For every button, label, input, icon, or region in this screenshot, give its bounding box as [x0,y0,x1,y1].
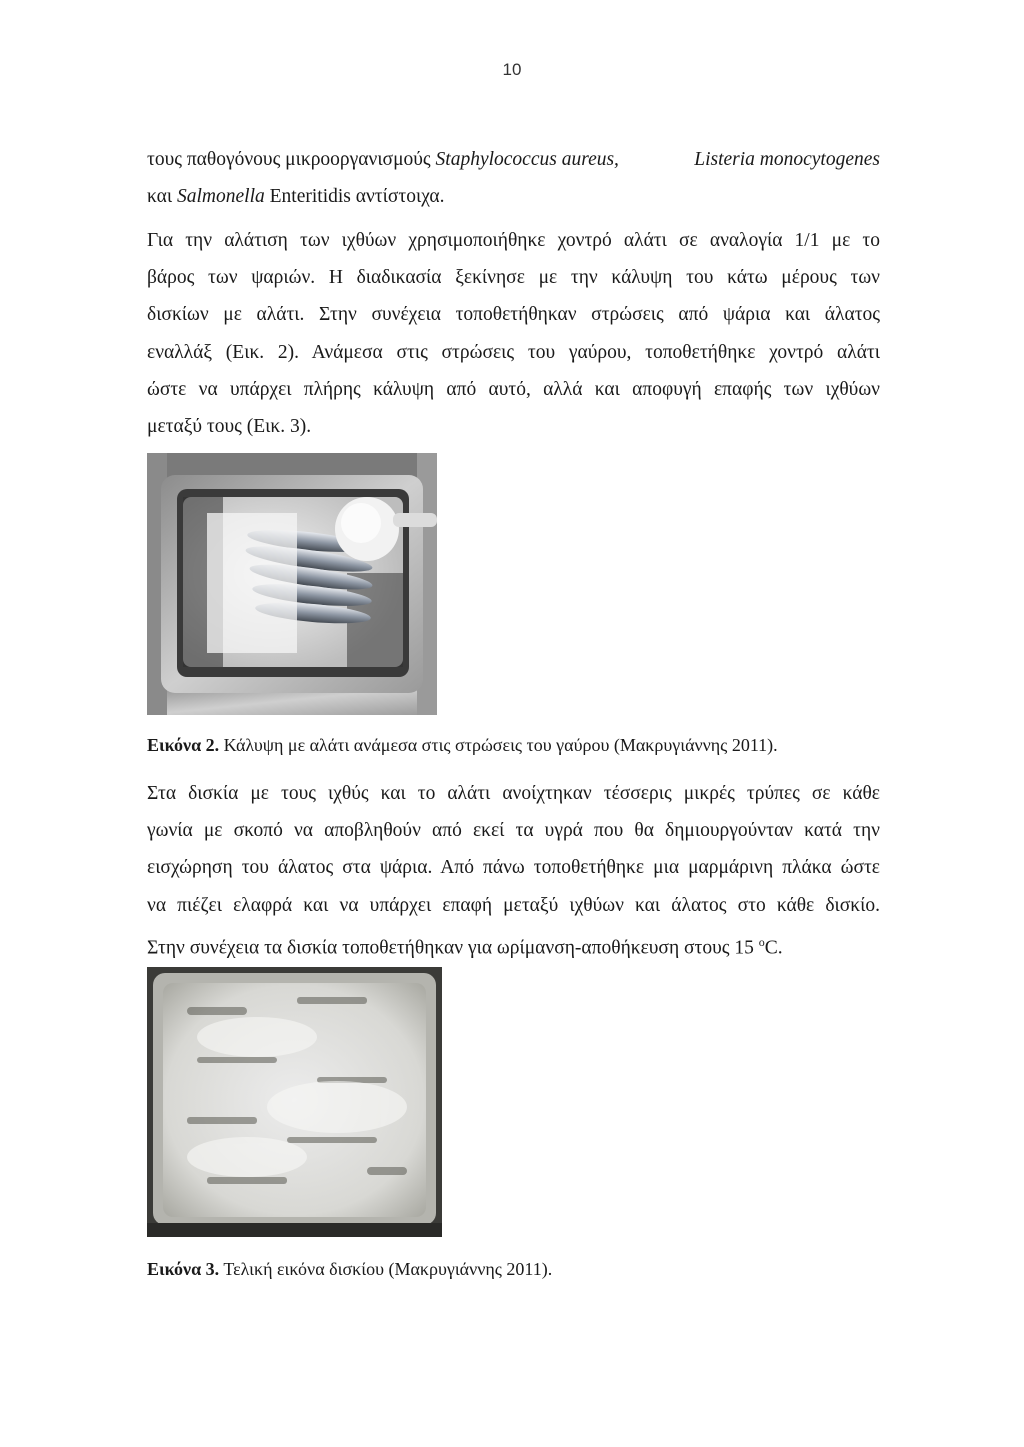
paragraph-salting [147,222,880,445]
text-run: Enteritidis αντίστοιχα. [264,186,445,208]
paragraph-line [147,178,880,215]
text-run: και [147,186,177,208]
paragraph-line: μεταξύ τους (Εικ. 3). [147,416,312,438]
caption-text: Τελική εικόνα δισκίου (Μακρυγιάννης 2011). [219,1259,553,1279]
caption-label: Εικόνα 2. [147,735,220,755]
caption-label: Εικόνα 3. [147,1259,220,1279]
paragraph-line: γωνία με σκοπό να αποβληθούν από εκεί τα υγρά που θα δημιουργούνταν κατά την [147,820,880,842]
paragraph-line: εναλλάξ (Εικ. 2). Ανάμεσα στις στρώσεις του γαύρου, τοποθετήθηκε χοντρό αλάτι [147,341,880,363]
species-name: Staphylococcus aureus, [435,149,619,170]
paragraph-line: Στα δισκία με τους ιχθύς και το αλάτι ανοίχτηκαν τέσσερις μικρές τρύπες σε κάθε [147,783,880,804]
paragraph-line [147,924,880,967]
species-name: Listeria monocytogenes [694,149,880,170]
paragraph-line [147,141,880,178]
text-run: Στην συνέχεια τα δισκία τοποθετήθηκαν για ωρίμανση-αποθήκευση στους 15 [147,937,759,959]
figure-3-photo [147,967,442,1237]
temperature-unit: C. [764,937,783,959]
tray-with-anchovies-image [147,453,437,715]
paragraph-line: να πιέζει ελαφρά και να υπάρχει επαφή μεταξύ ιχθύων και άλατος στο κάθε δισκίο. [147,894,880,916]
salted-tray-image [147,967,442,1237]
paragraph-line: Για την αλάτιση των ιχθύων χρησιμοποιήθηκε χοντρό αλάτι σε αναλογία 1/1 με το [147,230,880,251]
paragraph-pathogens [147,141,880,215]
paragraph-line: δισκίων με αλάτι. Στην συνέχεια τοποθετήθηκαν στρώσεις από ψάρια και άλατος [147,304,880,326]
degree-symbol: o [758,934,765,949]
paragraph-line: ώστε να υπάρχει πλήρης κάλυψη από αυτό, αλλά και αποφυγή επαφής των ιχθύων [147,378,880,400]
paragraph-line: βάρος των ψαριών. Η διαδικασία ξεκίνησε με την κάλυψη του κάτω μέρους των [147,267,880,289]
page-number: 10 [502,60,522,79]
figure-2-photo [147,453,437,715]
paragraph-line: εισχώρηση του άλατος στα ψάρια. Από πάνω τοποθετήθηκε μια μαρμάρινη πλάκα ώστε [147,857,880,879]
figure-2-caption [147,735,778,756]
figure-3-caption [147,1259,552,1280]
species-name: Salmonella [177,186,265,208]
paragraph-drainage [147,775,880,967]
text-run: τους παθογόνους μικροοργανισμούς [147,149,436,170]
caption-text: Κάλυψη με αλάτι ανάμεσα στις στρώσεις του γαύρου (Μακρυγιάννης 2011). [219,735,778,755]
